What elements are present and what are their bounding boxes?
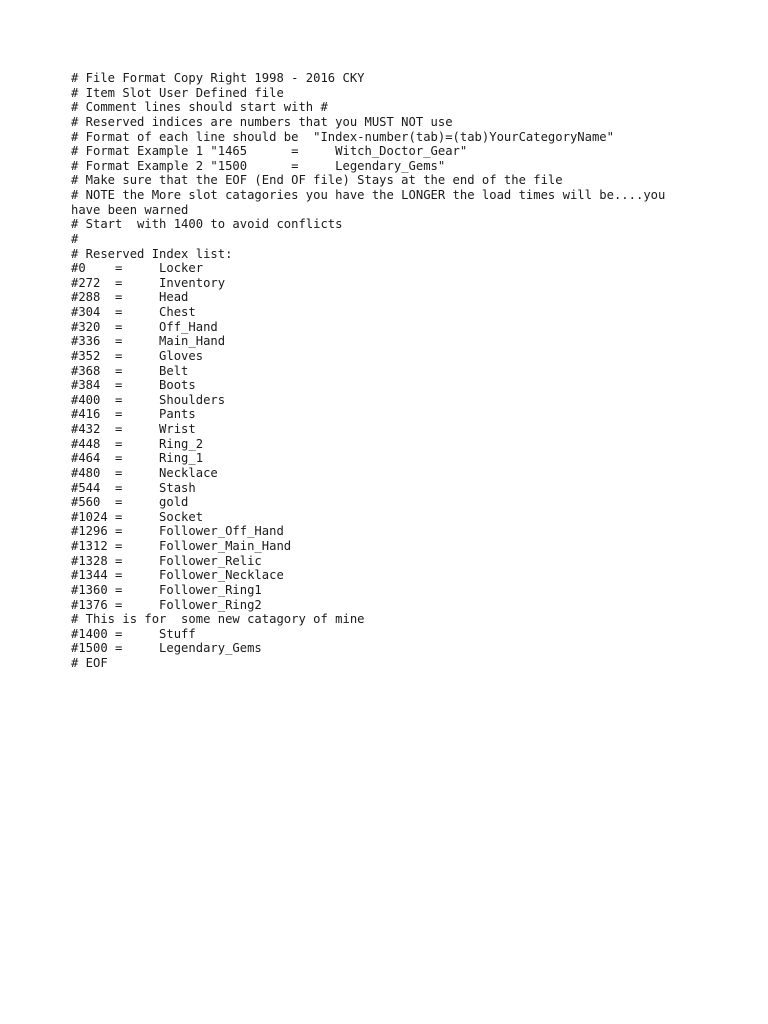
text-line: #320 = Off_Hand <box>71 319 218 334</box>
text-line: #544 = Stash <box>71 480 196 495</box>
text-line: # Comment lines should start with # <box>71 100 328 115</box>
text-line: #304 = Chest <box>71 305 196 319</box>
text-line: # Format Example 2 "1500 = Legendary_Gems" <box>71 158 446 173</box>
text-line: #1296 = Follower_Off_Hand <box>71 524 284 539</box>
text-line: #432 = Wrist <box>71 422 196 436</box>
text-line: #288 = Head <box>71 290 189 305</box>
text-line: #560 = gold <box>71 495 189 510</box>
text-line: #448 = Ring_2 <box>71 436 204 451</box>
text-line: #1312 = Follower_Main_Hand <box>71 539 292 553</box>
text-line: # Format of each line should be "Index-number(tab)=(tab)YourCategoryName" <box>71 129 614 144</box>
text-line: # File Format Copy Right 1998 - 2016 CKY <box>71 71 365 85</box>
text-line: #1024 = Socket <box>71 509 204 524</box>
text-line: #352 = Gloves <box>71 348 204 363</box>
text-line: #1344 = Follower_Necklace <box>71 568 284 583</box>
document-text <box>71 71 711 671</box>
text-line: # Format Example 1 "1465 = Witch_Doctor_Gear" <box>71 144 468 159</box>
text-line: # NOTE the More slot catagories you have the LONGER the load times will be....you <box>71 188 666 202</box>
text-line: # EOF <box>71 656 108 670</box>
text-line: # Make sure that the EOF (End OF file) Stays at the end of the file <box>71 173 563 188</box>
text-line: #1500 = Legendary_Gems <box>71 641 262 656</box>
text-line: #368 = Belt <box>71 363 189 378</box>
text-line: #0 = Locker <box>71 261 204 276</box>
text-line: #384 = Boots <box>71 378 196 393</box>
text-line: have been warned <box>71 202 189 217</box>
text-line: #464 = Ring_1 <box>71 451 204 466</box>
text-line: #400 = Shoulders <box>71 392 226 407</box>
text-line: #1376 = Follower_Ring2 <box>71 597 262 612</box>
text-line: #480 = Necklace <box>71 465 218 480</box>
text-line: #272 = Inventory <box>71 275 226 290</box>
text-line: # <box>71 231 79 246</box>
text-line: #1360 = Follower_Ring1 <box>71 582 262 597</box>
text-line: # Reserved indices are numbers that you MUST NOT use <box>71 114 453 129</box>
text-line: #1400 = Stuff <box>71 626 196 641</box>
text-line: #1328 = Follower_Relic <box>71 553 262 568</box>
text-line: #416 = Pants <box>71 407 196 422</box>
text-line: # Item Slot User Defined file <box>71 85 284 100</box>
text-line: # This is for some new catagory of mine <box>71 612 365 627</box>
text-line: #336 = Main_Hand <box>71 334 226 349</box>
text-line: # Reserved Index list: <box>71 246 233 261</box>
text-line: # Start with 1400 to avoid conflicts <box>71 217 343 232</box>
